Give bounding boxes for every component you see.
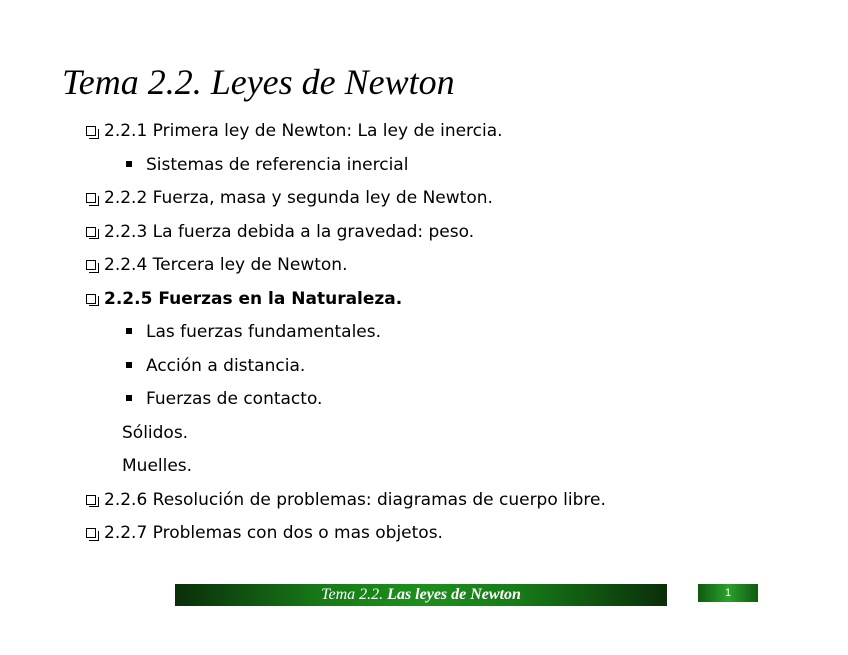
checkbox-bullet-icon [86,260,96,270]
outline-item [126,351,305,381]
outline-item-text: 2.2.2 Fuerza, masa y segunda ley de Newton. [104,188,493,208]
footer-bar [175,584,667,606]
outline-item [86,485,606,515]
outline-item [122,418,188,448]
outline-item-text: 2.2.3 La fuerza debida a la gravedad: peso. [104,221,475,242]
outline-item-text: 2.2.5 Fuerzas en la Naturaleza. [104,288,403,309]
outline-item-text: Sólidos. [122,422,189,443]
outline-list [0,116,848,556]
page-number-badge: 1 [698,584,758,602]
square-bullet-icon [126,161,132,167]
checkbox-bullet-icon [86,495,96,505]
outline-item [86,250,347,280]
outline-item [86,284,402,314]
outline-item-text: 2.2.1 Primera ley de Newton: La ley de inercia. [104,121,503,141]
outline-item [86,116,503,146]
outline-item-text: Sistemas de referencia inercial [146,154,409,175]
checkbox-bullet-icon [86,126,96,136]
outline-item-text: Las fuerzas fundamentales. [146,322,382,342]
outline-item [126,384,322,414]
outline-item [122,451,192,481]
outline-item [126,150,408,180]
outline-item-text: Muelles. [122,456,193,476]
outline-item-text: 2.2.7 Problemas con dos o mas objetos. [104,523,443,543]
square-bullet-icon [126,395,132,401]
footer-emphasis: Las leyes de Newton [387,586,521,603]
outline-item-text: 2.2.6 Resolución de problemas: diagramas de cuerpo libre. [104,489,606,510]
checkbox-bullet-icon [86,528,96,538]
outline-item [126,317,381,347]
checkbox-bullet-icon [86,227,96,237]
outline-item [86,183,493,213]
outline-item-text: 2.2.4 Tercera ley de Newton. [104,255,348,275]
checkbox-bullet-icon [86,193,96,203]
square-bullet-icon [126,328,132,334]
square-bullet-icon [126,362,132,368]
outline-item [86,518,443,548]
outline-item-text: Acción a distancia. [146,355,306,376]
footer-prefix: Tema 2.2. [321,586,384,603]
slide-title: Tema 2.2. Leyes de Newton [62,62,455,102]
outline-item [86,217,474,247]
outline-item-text: Fuerzas de contacto. [146,389,323,409]
checkbox-bullet-icon [86,294,96,304]
